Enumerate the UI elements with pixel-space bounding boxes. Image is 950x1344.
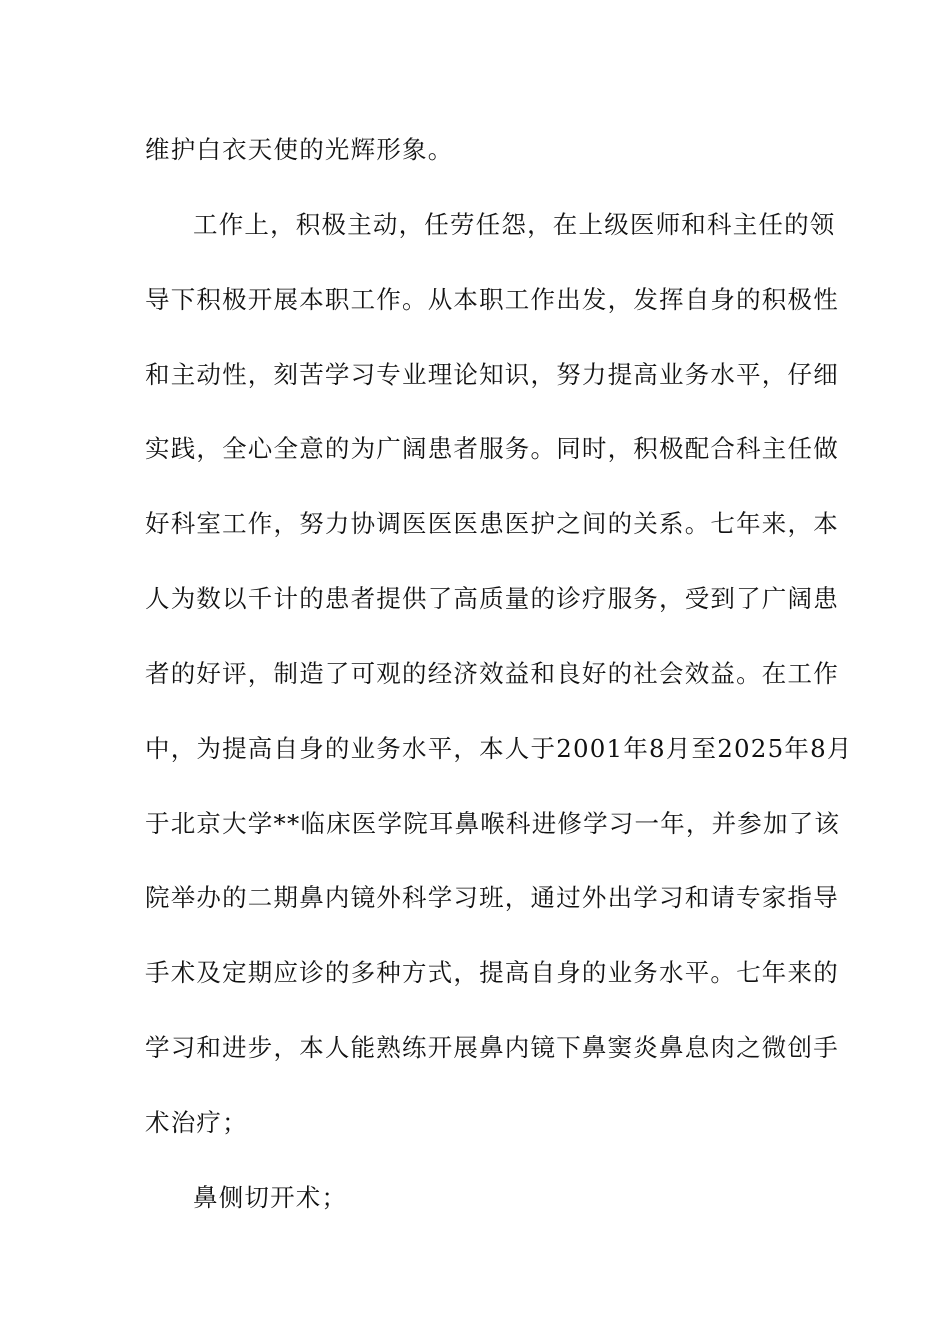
text-line: 手术及定期应诊的多种方式，提高自身的业务水平。七年来的 (145, 958, 839, 987)
text-line: 实践，全心全意的为广阔患者服务。同时，积极配合科主任做 (145, 434, 839, 463)
text-line: 术治疗； (145, 1108, 248, 1137)
paragraph-first-line: 鼻侧切开术； (193, 1183, 348, 1212)
text-line: 于北京大学**临床医学院耳鼻喉科进修学习一年，并参加了该 (145, 809, 841, 838)
text-line: 维护白衣天使的光辉形象。 (145, 135, 454, 164)
paragraph-first-line: 工作上，积极主动，任劳任怨，在上级医师和科主任的领 (193, 210, 836, 239)
text-line: 导下积极开展本职工作。从本职工作出发，发挥自身的积极性 (145, 285, 839, 314)
text-line: 院举办的二期鼻内镜外科学习班，通过外出学习和请专家指导 (145, 883, 839, 912)
text-line: 学习和进步，本人能熟练开展鼻内镜下鼻窦炎鼻息肉之微创手 (145, 1033, 839, 1062)
text-line: 中，为提高自身的业务水平，本人于2001年8月至2025年8月 (145, 734, 853, 763)
text-line: 人为数以千计的患者提供了高质量的诊疗服务，受到了广阔患 (145, 584, 839, 613)
text-line: 好科室工作，努力协调医医医患医护之间的关系。七年来，本 (145, 509, 839, 538)
text-line: 和主动性，刻苦学习专业理论知识，努力提高业务水平，仔细 (145, 360, 839, 389)
text-line: 者的好评，制造了可观的经济效益和良好的社会效益。在工作 (145, 659, 839, 688)
